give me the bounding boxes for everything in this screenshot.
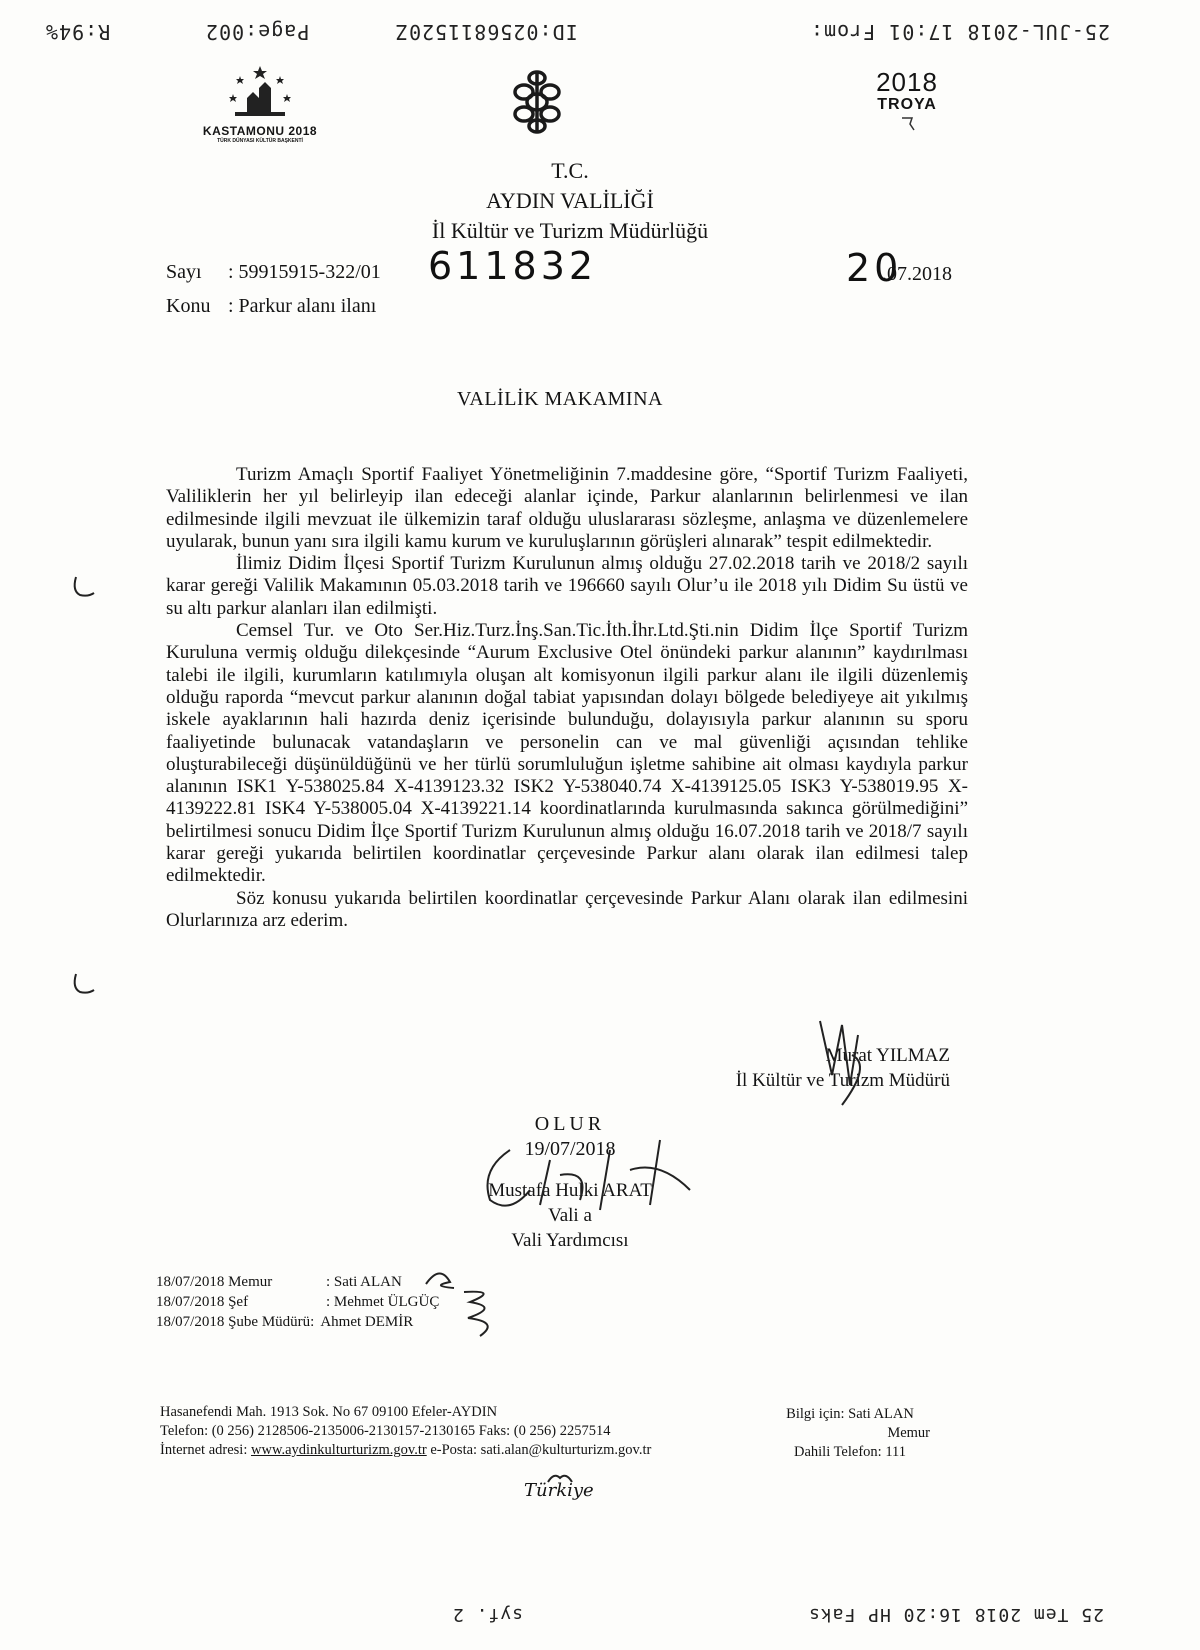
footer-info-phone: Dahili Telefon: 111 (793, 1444, 906, 1460)
troya-logo-name: TROYA (877, 96, 937, 113)
konu-value: : Parkur alanı ilanı (228, 295, 377, 317)
fax-page: Page:002 (205, 20, 310, 44)
initial-date: 18/07/2018 (156, 1274, 225, 1290)
body-paragraph-2: İlimiz Didim İlçesi Sportif Turizm Kurulunun almış olduğu 27.02.2018 tarih ve 2018/2 sayılı karar gereği Valilik Makamının 05.03.2018 tarih ve 196660 sayılı Olur’u ile 2018 yılı Didim Su üstü ve su altı parkur alanları ilan edilmişti. (166, 553, 968, 619)
body-paragraph-1: Turizm Amaçlı Sportif Faaliyet Yönetmeliğinin 7.maddesine göre, “Sportif Turizm Faaliyeti, Valiliklerin her yıl belirleyip ilan edeceği alanlar içinde, Parkur alanlarının belirlenmesi ve ilan edilmesinde ilgili mevzuat ile ülkemizin taraf olduğu uluslararası sözleşme, anlaşma ve düzenlemelere uyularak, bunun yanı sıra ilgili kamu kurum ve kuruluşlarının görüşleri alınarak” tespit edilmektedir. (166, 464, 968, 552)
header-governorship: AYDIN VALİLİĞİ (486, 188, 654, 213)
approval-name: Mustafa Hulki ARAT (488, 1180, 652, 1201)
turkiye-brand-logo (510, 1470, 620, 1506)
signer-title: İl Kültür ve Turizm Müdürü (735, 1070, 950, 1091)
initials-signature-icon (420, 1262, 510, 1342)
document-body (166, 464, 968, 932)
footer-web-line (160, 1441, 760, 1460)
initial-date: 18/07/2018 (156, 1314, 225, 1330)
approval-signature-icon (460, 1130, 700, 1220)
troya-horse-icon (862, 114, 952, 132)
fax-from-line: 25-JUL-2018 17:01 From: (810, 20, 1110, 44)
signer-name: Murat YILMAZ (825, 1045, 950, 1066)
initial-role: Memur (228, 1274, 273, 1290)
addressee: VALİLİK MAKAMINA (457, 388, 663, 410)
initial-row-sef (156, 1292, 439, 1312)
approval-role-1: Vali a (548, 1205, 592, 1226)
footer-info-label: Bilgi için: Sati ALAN (786, 1406, 914, 1422)
footer-info (770, 1405, 930, 1462)
sayi-handwritten-number: 611832 (428, 244, 598, 288)
initials-block (156, 1272, 439, 1332)
troya-logo (862, 68, 952, 138)
kastamonu-logo-title: KASTAMONU 2018 (202, 124, 318, 138)
initial-role: Şube Müdürü: (228, 1314, 315, 1330)
footer-phone: Telefon: (0 256) 2128506-2135006-2130157-2130165 Faks: (0 256) 2257514 (160, 1423, 611, 1439)
ministry-knot-emblem-icon (512, 68, 562, 136)
body-paragraph-4: Söz konusu yukarıda belirtilen koordinatlar çerçevesinde Parkur Alanı olarak ilan edilmesini Olurlarınıza arz ederim. (166, 887, 968, 931)
approval-date: 19/07/2018 (524, 1138, 616, 1160)
footer-email: e-Posta: sati.alan@kulturturizm.gov.tr (430, 1442, 652, 1458)
margin-check-mark-icon (70, 575, 100, 601)
sayi-value: : 59915915-322/01 (228, 261, 381, 283)
kastamonu-logo (195, 62, 325, 142)
document-header (300, 156, 840, 246)
initial-date: 18/07/2018 (156, 1294, 225, 1310)
initial-name: : Sati ALAN (326, 1274, 402, 1290)
footer-address: Hasanefendi Mah. 1913 Sok. No 67 09100 Efeler-AYDIN (160, 1404, 498, 1420)
footer-website-link[interactable]: www.aydinkulturturizm.gov.tr (251, 1442, 427, 1458)
sayi-label: Sayı (166, 261, 202, 283)
fax-id: ID:0256811520Z (395, 20, 578, 44)
header-tc: T.C. (551, 158, 589, 183)
approval-role-2: Vali Yardımcısı (511, 1230, 629, 1251)
initial-name: Ahmet DEMİR (320, 1314, 414, 1330)
initial-name: : Mehmet ÜLGÜÇ (326, 1294, 440, 1310)
troya-logo-year: 2018 (876, 67, 938, 97)
initial-row-memur (156, 1272, 439, 1292)
approval-olur: OLUR (534, 1113, 606, 1135)
initial-row-sube-muduru (156, 1312, 439, 1332)
header-directorate: İl Kültür ve Turizm Müdürlüğü (431, 218, 709, 243)
fax-footer-page: syf. 2 (452, 1604, 524, 1625)
footer-contact (160, 1403, 760, 1460)
fax-ratio: R:94% (45, 20, 111, 44)
document-date: .07.2018 (882, 263, 952, 285)
margin-check-mark-icon (70, 972, 100, 998)
initial-role: Şef (228, 1294, 249, 1310)
fax-footer-line: 25 Tem 2018 16:20 HP Faks (808, 1604, 1104, 1625)
date-handwritten-day: 20 (846, 246, 903, 290)
konu-label: Konu (166, 295, 211, 317)
footer-web-label: İnternet adresi: (160, 1442, 248, 1458)
body-paragraph-3: Cemsel Tur. ve Oto Ser.Hiz.Turz.İnş.San.Tic.İth.İhr.Ltd.Şti.nin Didim İlçe Sportif Turizm Kuruluna vermiş olduğu dilekçesinde “Aurum Exclusive Otel önündeki parkur alanının” kaydırılması talebi ile ilgili, kurumların katılımıyla oluşan alt komisyonun ilgili parkur alanı ile ilgili düzenlemiş olduğu raporda “mevcut parkur alanının doğal tabiat yapısından dolayı bölgede belediyeye ait yıkılmış iskele ayaklarının hali hazırda deniz içerisinde bulunduğu, dolayısıyla parkur alanının su sporu faaliyetinde bulunacak vatandaşların ve personelin can ve mal güvenliği açısından tehlike oluşturabileceği düşünüldüğünü ve her türlü sorumluluğun işletme sahibine ait olması kaydıyla parkur alanının ISK1 Y-538025.84 X-4139123.32 ISK2 Y-538040.74 X-4139125.05 ISK3 Y-538019.95 X-4139222.81 ISK4 Y-538005.04 X-4139221.14 koordinatlarında kurulmasında sakınca görülmediğini” belirtilmesi sonucu Didim İlçe Sportif Turizm Kurulunun almış olduğu 16.07.2018 tarih ve 2018/7 sayılı karar gereği yukarıda belirtilen koordinatlar çerçevesinde Parkur alanı olarak ilan edilmesi talep edilmektedir. (166, 620, 968, 887)
footer-info-role: Memur (887, 1425, 930, 1441)
signer-signature-icon (812, 1015, 872, 1115)
kastamonu-emblem-icon (195, 62, 325, 120)
kastamonu-logo-subtitle: TÜRK DÜNYASI KÜLTÜR BAŞKENTİ (217, 138, 303, 144)
turkiye-brand-text: Türkiye (524, 1480, 594, 1501)
